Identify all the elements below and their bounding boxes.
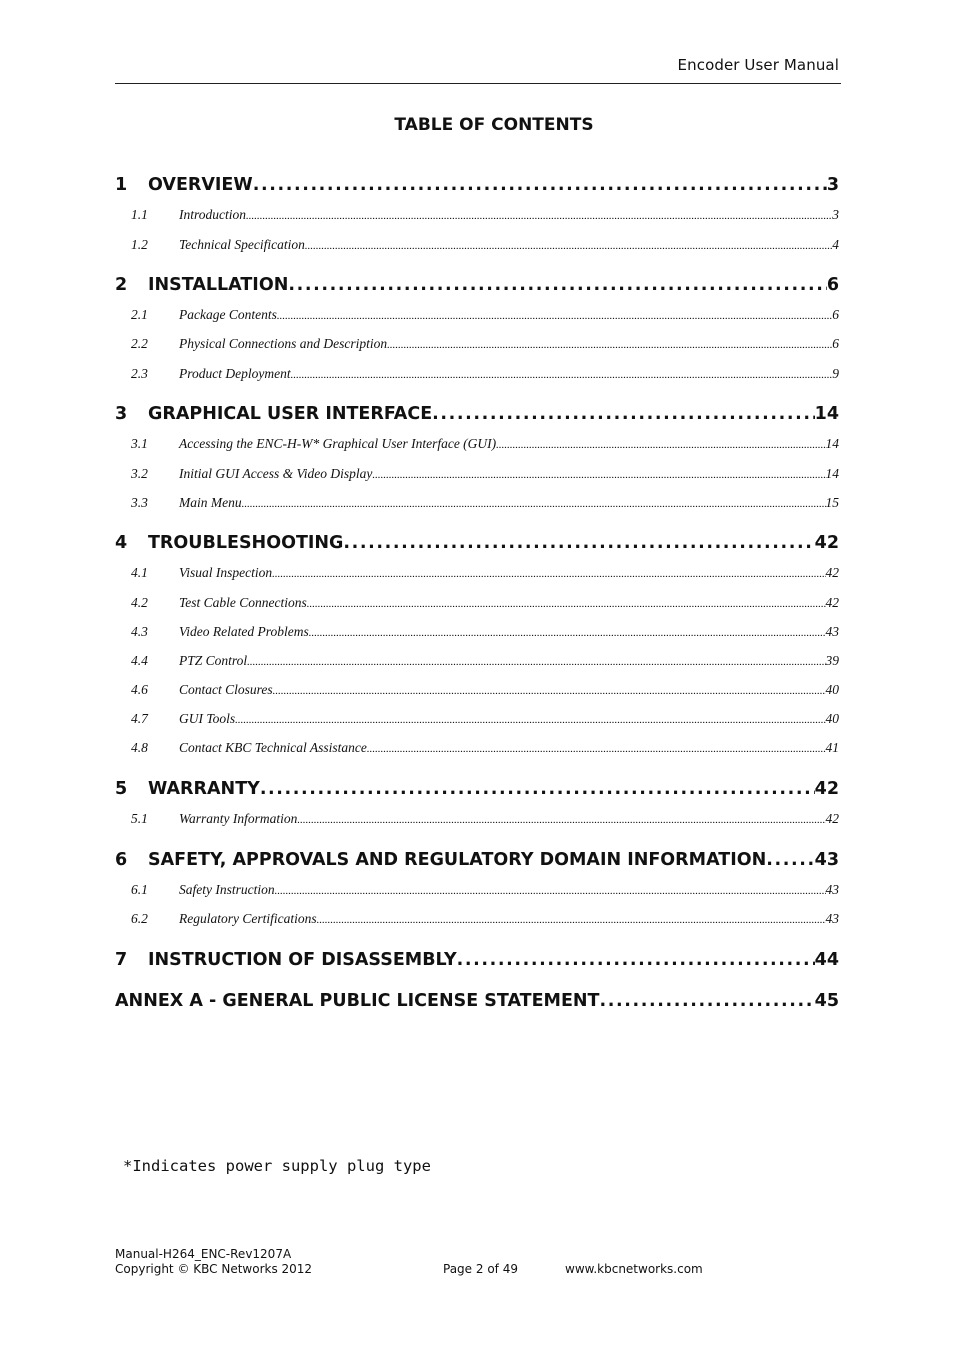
- toc-entry-page: 43: [825, 911, 839, 926]
- toc-dot-leader: [260, 779, 815, 799]
- toc-entry-page: 41: [825, 740, 839, 755]
- toc-dot-leader: [242, 498, 826, 510]
- toc-dot-leader: [367, 743, 826, 755]
- toc-subsection-entry[interactable]: [115, 624, 839, 640]
- toc-subsection-entry[interactable]: [115, 653, 839, 669]
- toc-dot-leader: [432, 404, 814, 424]
- toc-section-entry[interactable]: [115, 991, 839, 1011]
- toc-entry-page: 14: [814, 404, 839, 424]
- toc-section-entry[interactable]: [115, 850, 839, 870]
- toc-section-entry[interactable]: [115, 275, 839, 295]
- toc-entry-page: 44: [814, 950, 839, 970]
- toc-entry-title: Accessing the ENC-H-W* Graphical User Interface (GUI): [179, 436, 497, 451]
- toc-entry-title: TROUBLESHOOTING: [148, 533, 344, 553]
- toc-section-entry[interactable]: [115, 175, 839, 195]
- toc-dot-leader: [309, 627, 826, 639]
- toc-entry-title: INSTALLATION: [148, 275, 289, 295]
- toc-entry-page: 43: [825, 882, 839, 897]
- toc-entry-number: 1: [115, 175, 128, 195]
- toc-subsection-entry[interactable]: [115, 811, 839, 827]
- toc-dot-leader: [288, 275, 826, 295]
- toc-entry-title: Initial GUI Access & Video Display: [179, 466, 373, 481]
- toc-entry-number: 2.2: [131, 336, 148, 351]
- toc-entry-number: 6.1: [131, 882, 148, 897]
- page-number: Page 2 of 49: [443, 1262, 518, 1276]
- toc-entry-title: Package Contents: [179, 307, 277, 322]
- toc-entry-page: 3: [826, 175, 839, 195]
- toc-entry-page: 6: [826, 275, 839, 295]
- manual-id: Manual-H264_ENC-Rev1207A: [115, 1247, 292, 1261]
- toc-entry-number: 2.3: [131, 366, 148, 381]
- toc-entry-number: 2.1: [131, 307, 148, 322]
- toc-entry-page: 6: [832, 307, 839, 322]
- toc-subsection-entry[interactable]: [115, 307, 839, 323]
- toc-entry-number: 4.8: [131, 740, 148, 755]
- toc-entry-title: INSTRUCTION OF DISASSEMBLY: [148, 950, 457, 970]
- toc-entry-number: 4.6: [131, 682, 148, 697]
- toc-subsection-entry[interactable]: [115, 366, 839, 382]
- toc-entry-page: 4: [832, 237, 839, 252]
- toc-dot-leader: [457, 950, 815, 970]
- toc-dot-leader: [272, 568, 825, 580]
- toc-entry-number: 3: [115, 404, 128, 424]
- toc-dot-leader: [307, 598, 826, 610]
- toc-dot-leader: [317, 914, 826, 926]
- toc-entry-title: ANNEX A - GENERAL PUBLIC LICENSE STATEMENT: [115, 991, 600, 1011]
- toc-entry-number: 5.1: [131, 811, 148, 826]
- toc-entry-page: 42: [814, 779, 839, 799]
- toc-subsection-entry[interactable]: [115, 495, 839, 511]
- toc-entry-page: 40: [825, 711, 839, 726]
- toc-section-entry[interactable]: [115, 950, 839, 970]
- toc-entry-number: 4.7: [131, 711, 148, 726]
- toc-dot-leader: [297, 814, 825, 826]
- toc-entry-number: 6.2: [131, 911, 148, 926]
- toc-dot-leader: [246, 210, 832, 222]
- toc-entry-page: 6: [832, 336, 839, 351]
- toc-entry-number: 2: [115, 275, 128, 295]
- toc-section-entry[interactable]: [115, 779, 839, 799]
- toc-subsection-entry[interactable]: [115, 565, 839, 581]
- toc-entry-page: 3: [832, 207, 839, 222]
- toc-entry-number: 4.2: [131, 595, 148, 610]
- toc-entry-title: SAFETY, APPROVALS AND REGULATORY DOMAIN INFORMATION: [148, 850, 767, 870]
- toc-entry-page: 15: [825, 495, 839, 510]
- toc-subsection-entry[interactable]: [115, 436, 839, 452]
- toc-entry-page: 39: [825, 653, 839, 668]
- toc-entry-title: GUI Tools: [179, 711, 236, 726]
- toc-entry-number: 4.4: [131, 653, 148, 668]
- toc-dot-leader: [766, 850, 814, 870]
- toc-dot-leader: [273, 685, 826, 697]
- toc-entry-number: 4.3: [131, 624, 148, 639]
- toc-dot-leader: [305, 240, 832, 252]
- toc-entry-page: 14: [825, 436, 839, 451]
- toc-subsection-entry[interactable]: [115, 466, 839, 482]
- toc-dot-leader: [343, 533, 814, 553]
- toc-subsection-entry[interactable]: [115, 237, 839, 253]
- footer-left: [115, 1247, 312, 1277]
- toc-entry-title: Warranty Information: [179, 811, 298, 826]
- toc-entry-title: Main Menu: [179, 495, 242, 510]
- toc-subsection-entry[interactable]: [115, 911, 839, 927]
- footnote: *Indicates power supply plug type: [123, 1157, 431, 1175]
- toc-section-entry[interactable]: [115, 533, 839, 553]
- toc-entry-title: Product Deployment: [179, 366, 291, 381]
- toc-entry-page: 42: [814, 533, 839, 553]
- toc-entry-number: 7: [115, 950, 128, 970]
- toc-entry-title: OVERVIEW: [148, 175, 253, 195]
- toc-entry-title: Contact Closures: [179, 682, 273, 697]
- toc-entry-number: 3.1: [131, 436, 148, 451]
- toc-entry-title: Regulatory Certifications: [179, 911, 317, 926]
- toc-entry-page: 14: [825, 466, 839, 481]
- toc-dot-leader: [600, 991, 815, 1011]
- toc-heading: TABLE OF CONTENTS: [394, 115, 594, 135]
- toc-entry-page: 43: [814, 850, 839, 870]
- toc-entry-page: 45: [814, 991, 839, 1011]
- toc-entry-title: Physical Connections and Description: [179, 336, 388, 351]
- page-header: [115, 55, 841, 84]
- toc-dot-leader: [247, 656, 825, 668]
- toc-entry-title: GRAPHICAL USER INTERFACE: [148, 404, 433, 424]
- toc-entry-number: 6: [115, 850, 128, 870]
- toc-subsection-entry[interactable]: [115, 336, 839, 352]
- toc-entry-number: 1.1: [131, 207, 148, 222]
- toc-dot-leader: [253, 175, 827, 195]
- toc-dot-leader: [372, 469, 825, 481]
- toc-entry-number: 3.3: [131, 495, 148, 510]
- toc-subsection-entry[interactable]: [115, 711, 839, 727]
- toc-section-entry[interactable]: [115, 404, 839, 424]
- toc-subsection-entry[interactable]: [115, 882, 839, 898]
- toc-dot-leader: [387, 339, 832, 351]
- toc-dot-leader: [496, 439, 825, 451]
- toc-dot-leader: [291, 369, 833, 381]
- toc-entry-title: Technical Specification: [179, 237, 305, 252]
- toc-entry-page: 9: [832, 366, 839, 381]
- toc-entry-title: Video Related Problems: [179, 624, 309, 639]
- toc-entry-page: 43: [825, 624, 839, 639]
- toc-subsection-entry[interactable]: [115, 207, 839, 223]
- toc-entry-number: 3.2: [131, 466, 148, 481]
- toc-entry-number: 5: [115, 779, 128, 799]
- toc-dot-leader: [277, 310, 832, 322]
- toc-entry-title: Safety Instruction: [179, 882, 275, 897]
- toc-entry-number: 4.1: [131, 565, 148, 580]
- toc-entry-page: 42: [825, 565, 839, 580]
- toc-dot-leader: [275, 885, 826, 897]
- toc-entry-page: 40: [825, 682, 839, 697]
- toc-dot-leader: [235, 714, 825, 726]
- toc-entry-page: 42: [825, 811, 839, 826]
- toc-entry-title: Visual Inspection: [179, 565, 273, 580]
- toc-subsection-entry[interactable]: [115, 740, 839, 756]
- toc-entry-title: WARRANTY: [148, 779, 260, 799]
- toc-entry-title: Test Cable Connections: [179, 595, 307, 610]
- header-title: Encoder User Manual: [677, 56, 839, 74]
- toc-entry-title: Introduction: [179, 207, 246, 222]
- toc-entry-page: 42: [825, 595, 839, 610]
- toc-entry-number: 4: [115, 533, 128, 553]
- toc-entry-title: Contact KBC Technical Assistance: [179, 740, 367, 755]
- toc-subsection-entry[interactable]: [115, 595, 839, 611]
- copyright: Copyright © KBC Networks 2012: [115, 1262, 313, 1276]
- website-link[interactable]: www.kbcnetworks.com: [565, 1262, 703, 1276]
- toc-entry-number: 1.2: [131, 237, 148, 252]
- toc-entry-title: PTZ Control: [179, 653, 248, 668]
- toc-subsection-entry[interactable]: [115, 682, 839, 698]
